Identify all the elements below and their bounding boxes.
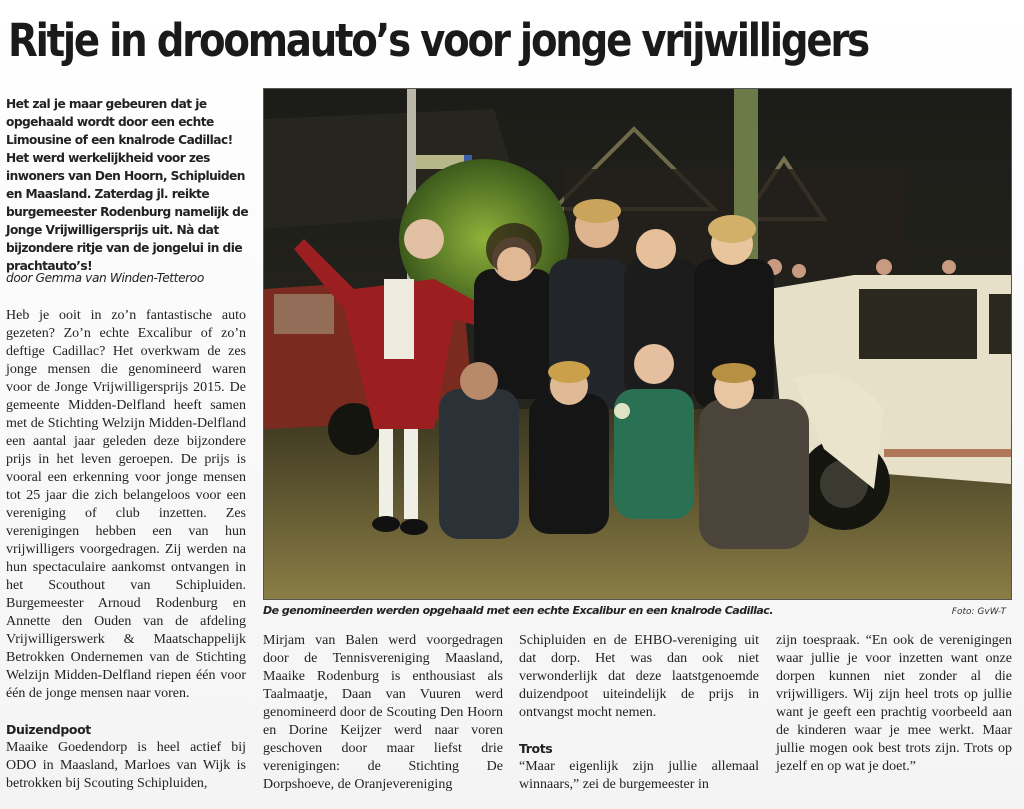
photo-illustration (264, 89, 1011, 599)
headline: Ritje in droomauto’s voor jonge vrijwilligers (8, 14, 868, 67)
column-2 (263, 632, 503, 794)
photo-caption: De genomineerden werden opgehaald met een echte Excalibur en een knalrode Cadillac. (263, 604, 774, 617)
byline: door Gemma van Winden-Tetteroo (6, 271, 204, 285)
column-1 (6, 307, 246, 793)
intro-lead: Het zal je maar gebeuren dat je opgehaald wordt door een echte Limousine of een knalrode Cadillac! Het werd werkelijkheid voor zes inwoners van Den Hoorn, Schipluiden en Maasland. Zaterdag jl. reikte burgemeester Rodenburg namelijk de Jonge Vrijwilligersprijs uit. Nà dat bijzondere ritje van de jongelui in die prachtauto’s! (6, 97, 249, 273)
column-4-paragraph: zijn toespraak. “En ook de verenigingen waar jullie je voor inzetten want onze dorpen kunnen niet zonder al die vrijwilligers. Wij zijn heel trots op jullie want je geeft een prachtig voorbeeld aan de kinderen waar je mee werkt. Maar jullie mogen ook best trots zijn. Trots op jezelf en op wat je doet.” (776, 633, 1012, 774)
column-1-after-subhead: Maaike Goedendorp is heel actief bij ODO in Maasland, Marloes van Wijk is betrokken bij Scouting Schipluiden, (6, 740, 246, 791)
photo-credit: Foto: GvW-T (951, 607, 1006, 617)
subhead-trots: Trots (519, 741, 553, 756)
subhead-duizendpoot: Duizendpoot (6, 722, 91, 737)
column-2-paragraph: Mirjam van Balen werd voorgedragen door de Tennisvereniging Maasland, Maaike Rodenburg is enthousiast als Taalmaatje, Daan van Vuuren werd genomineerd door de Scouting Den Hoorn en Dorine Keijzer werd naar voren geschoven door maar liefst drie verenigingen: de Stichting De Dorpshoeve, de Oranjevereniging (263, 633, 503, 792)
column-4 (776, 632, 1012, 776)
column-3-paragraph: Schipluiden en de EHBO-vereniging uit dat dorp. Het was dan ook niet verwonderlijk dat deze laatstgenoemde duizendpoot uiteindelijk de prijs in ontvangst mocht nemen. (519, 633, 759, 720)
column-3-after-subhead: “Maar eigenlijk zijn jullie allemaal winnaars,” zei de burgemeester in (519, 759, 759, 792)
article-photo (263, 88, 1012, 600)
column-1-paragraph: Heb je ooit in zo’n fantastische auto gezeten? Zo’n echte Excalibur of zo’n deftige Cadillac? Het overkwam de zes jonge mensen die genomineerd waren voor de Jonge Vrijwilligersprijs 2015. De gemeente Midden-Delfland heeft samen met de Stichting Welzijn Midden-Delfland een aantal jaar geleden deze bijzondere prijs in het leven geroepen. De prijs is vooral een erkenning voor jonge mensen tot 25 jaar die zich belangeloos voor een vereniging of club inzetten. Zes verenigingen hebben een van hun vrijwilligers voorgedragen. Zij werden na hun spectaculaire aankomst ontvangen in het Scouthout van Schipluiden. Burgemeester Arnoud Rodenburg en Annette den Ouden van de afdeling Vrijwilligerswerk & Maatschappelijk Betrokken Ondernemen van de Stichting Welzijn Midden-Delfland riepen één voor één de jonge mensen naar voren. (6, 308, 246, 701)
column-3 (519, 632, 759, 794)
